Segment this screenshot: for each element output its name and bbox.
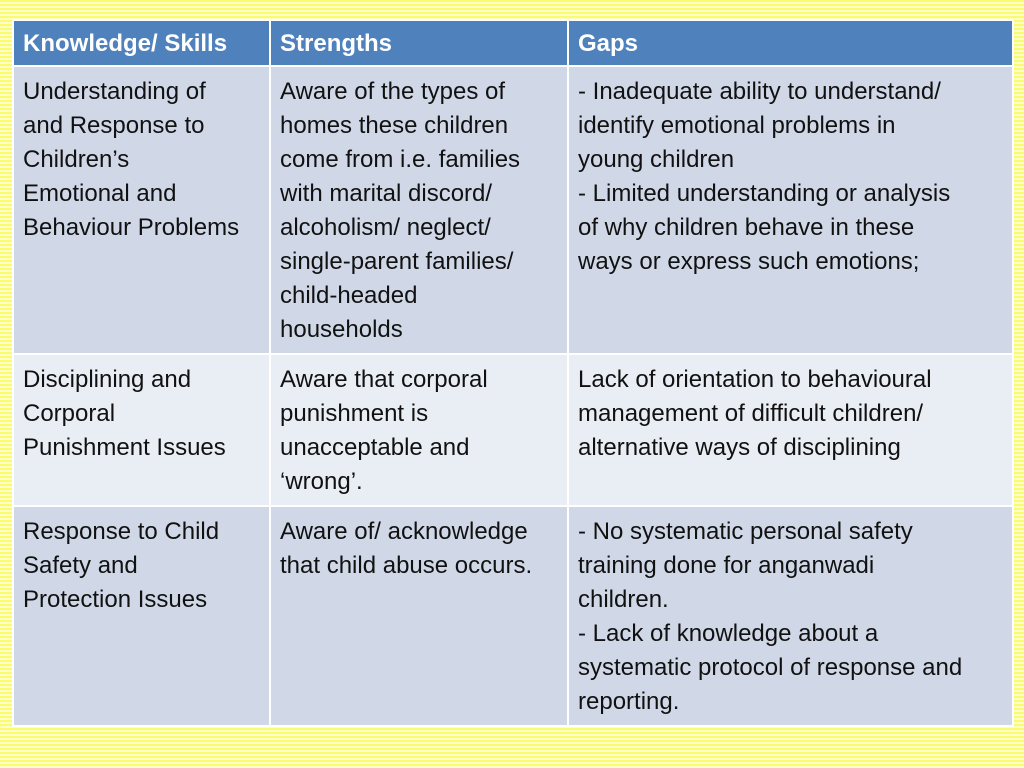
gap-cell: - No systematic personal safety training done for anganwadi children. - Lack of knowledge about a systematic protocol of response and reporting. (568, 506, 1013, 726)
strength-cell: Aware that corporal punishment is unacceptable and ‘wrong’. (270, 354, 568, 506)
skill-cell: Understanding of and Response to Children’s Emotional and Behaviour Problems (13, 66, 270, 354)
strength-cell: Aware of the types of homes these children come from i.e. families with marital discord/ alcoholism/ neglect/ single-parent families/ child-headed households (270, 66, 568, 354)
skill-cell: Response to Child Safety and Protection Issues (13, 506, 270, 726)
header-gaps: Gaps (568, 20, 1013, 66)
header-strengths: Strengths (270, 20, 568, 66)
skill-cell: Disciplining and Corporal Punishment Issues (13, 354, 270, 506)
header-row (13, 20, 1013, 66)
strength-cell: Aware of/ acknowledge that child abuse occurs. (270, 506, 568, 726)
table-row (13, 506, 1013, 726)
gap-cell: Lack of orientation to behavioural management of difficult children/ alternative ways of disciplining (568, 354, 1013, 506)
header-knowledge-skills: Knowledge/ Skills (13, 20, 270, 66)
skills-gap-table (12, 19, 1014, 727)
table-row (13, 66, 1013, 354)
table-row (13, 354, 1013, 506)
gap-cell: - Inadequate ability to understand/ identify emotional problems in young children - Limited understanding or analysis of why children behave in these ways or express such emotions; (568, 66, 1013, 354)
